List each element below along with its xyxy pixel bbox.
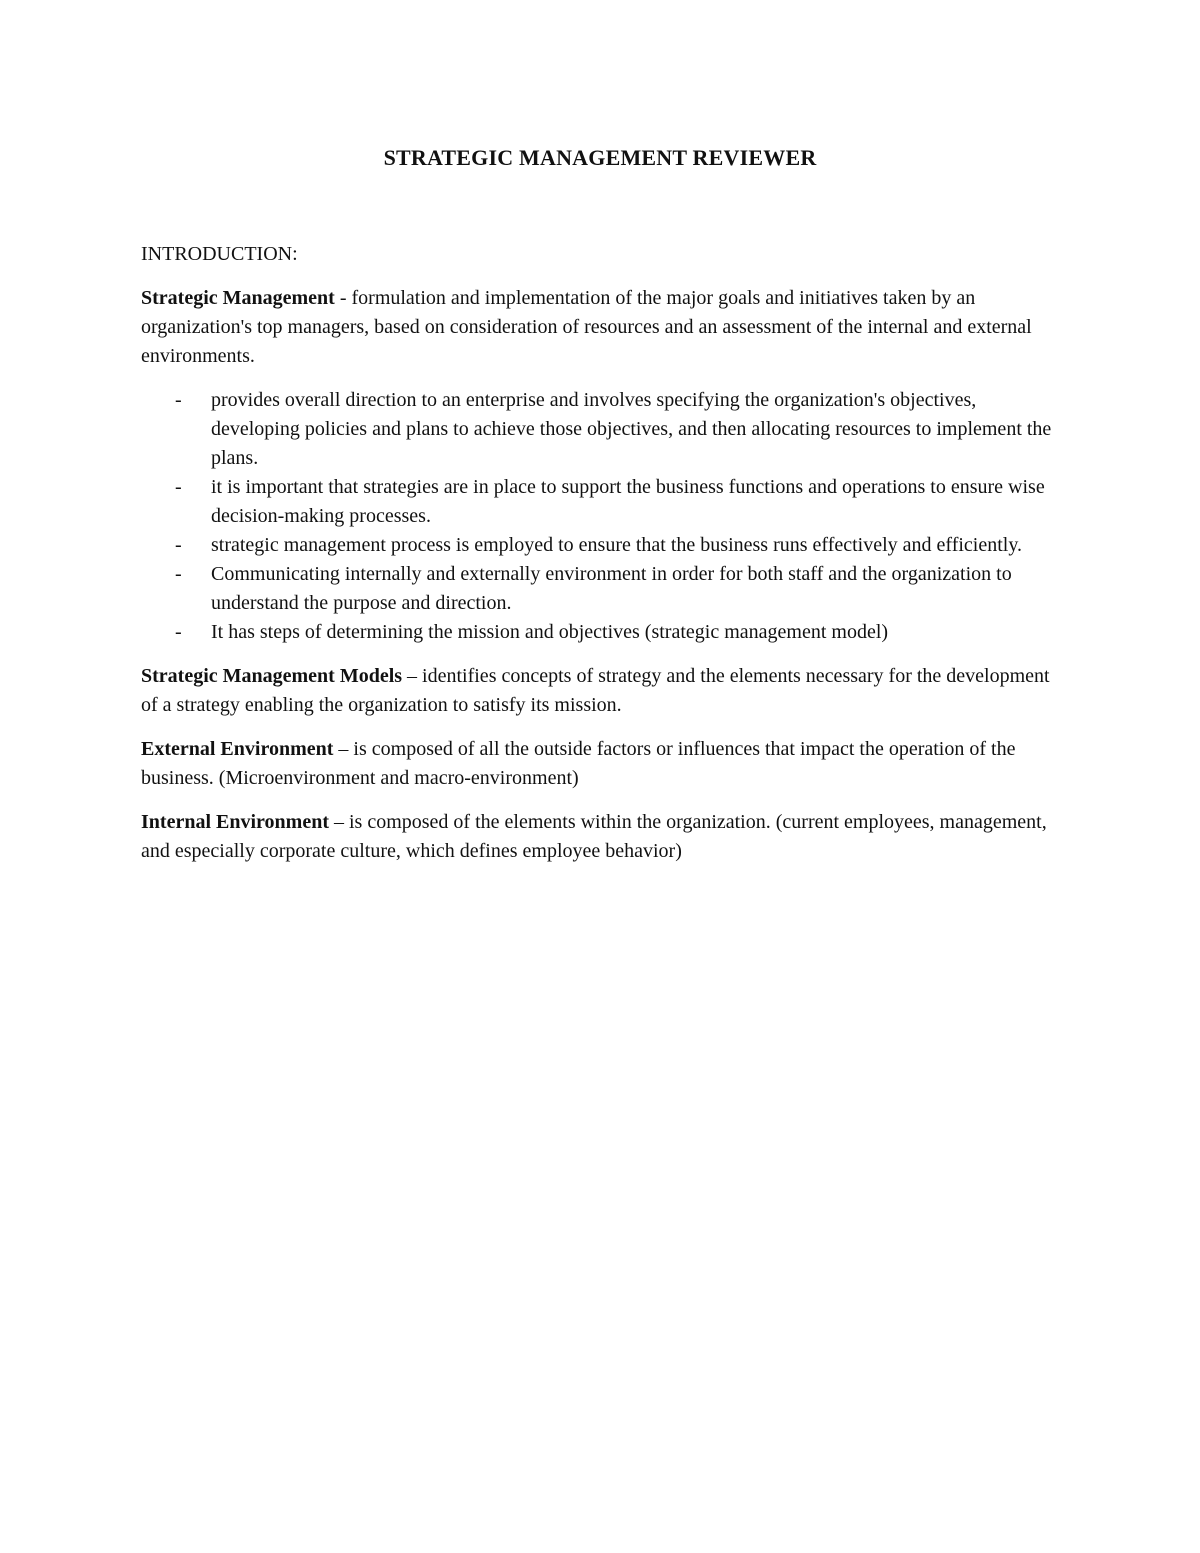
list-item-text: it is important that strategies are in place to support the business functions and operations to ensure wise decision-making processes. [211,476,1045,527]
definition-text: is composed of all the outside factors or influences that impact the operation of the business. (Microenvironment and macro-environment) [141,738,1016,789]
list-item-text: provides overall direction to an enterprise and involves specifying the organization's objectives, developing policies and plans to achieve those objectives, and then allocating resources to implement the plans. [211,389,1052,469]
list-item [141,618,1066,647]
definition-term: Internal Environment [141,811,329,833]
list-item-text: Communicating internally and externally environment in order for both staff and the organization to understand the purpose and direction. [211,563,1012,614]
definition-text: formulation and implementation of the major goals and initiatives taken by an organization's top managers, based on consideration of resources and an assessment of the internal and external environments. [141,287,1032,367]
dash-marker: - [175,563,182,585]
definition-term: External Environment [141,738,334,760]
definition-external-environment [141,735,1066,793]
definition-separator: – [328,811,349,833]
definition-term: Strategic Management [141,287,335,309]
dash-marker: - [175,534,182,556]
list-item [141,386,1066,473]
definition-strategic-management-models [141,662,1066,720]
dash-marker: - [175,389,182,411]
list-item [141,531,1066,560]
definition-separator: - [334,287,352,309]
bullet-list [141,386,1066,647]
definition-term: Strategic Management Models [141,665,403,687]
list-item [141,560,1066,618]
definition-text: identifies concepts of strategy and the elements necessary for the development of a strategy enabling the organization to satisfy its mission. [141,665,1050,716]
dash-marker: - [175,621,182,643]
document-body [141,240,1066,881]
list-item-text: strategic management process is employed to ensure that the business runs effectively and efficiently. [211,534,1023,556]
definition-separator: – [333,738,354,760]
document-title: STRATEGIC MANAGEMENT REVIEWER [383,145,817,170]
definition-internal-environment [141,808,1066,866]
definition-strategic-management [141,284,1066,371]
list-item-text: It has steps of determining the mission and objectives (strategic management model) [211,621,889,643]
definition-separator: – [402,665,423,687]
definition-text: is composed of the elements within the organization. (current employees, management, and especially corporate culture, which defines employee behavior) [141,811,1047,862]
section-heading: INTRODUCTION: [141,243,298,265]
dash-marker: - [175,476,182,498]
list-item [141,473,1066,531]
